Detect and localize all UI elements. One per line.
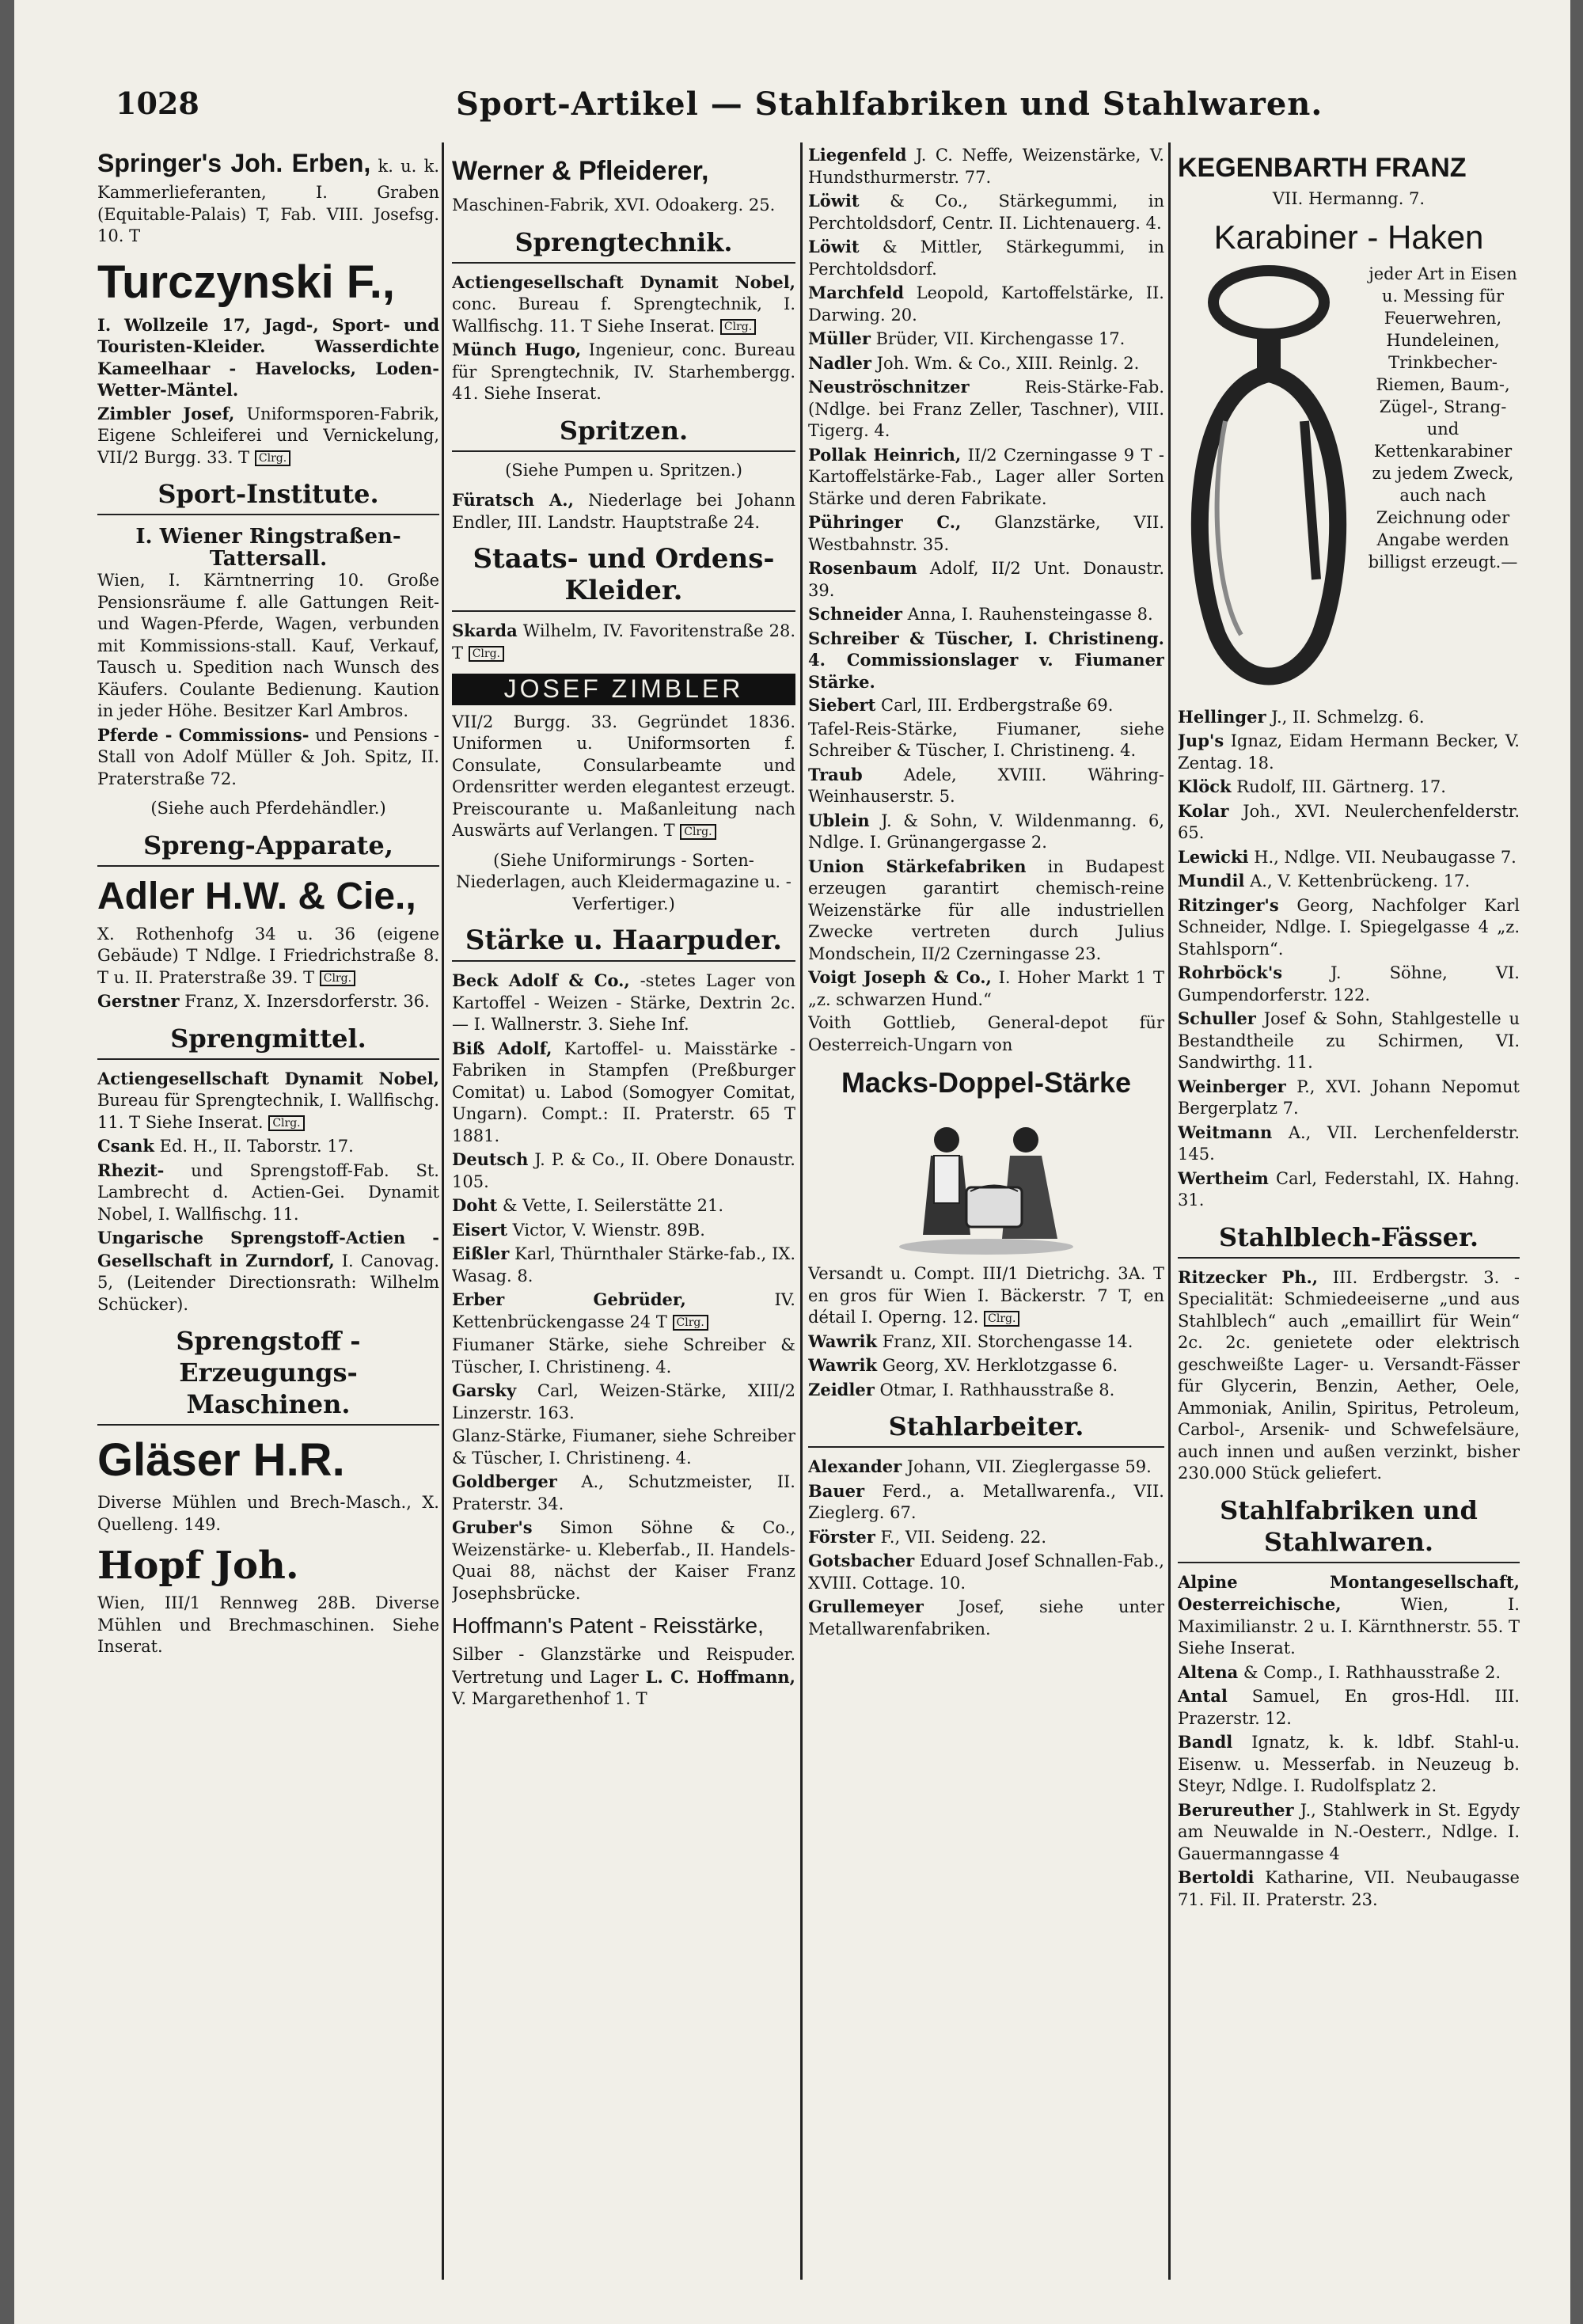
directory-entry: [1178, 1122, 1520, 1166]
directory-entry: [1178, 846, 1520, 869]
entry-name: Nadler: [808, 352, 871, 373]
directory-entry: [452, 1380, 795, 1424]
directory-entry: [97, 990, 439, 1013]
entry-text: Silber - Glanzstärke und Reispuder. Vertretung und Lager: [452, 1645, 795, 1687]
entry-text: & Co., Stärkegummi, in Perchtoldsdorf, Centr. II. Lichtenauerg. 4.: [808, 192, 1164, 233]
entry-text: & Comp., I. Rathhausstraße 2.: [1243, 1662, 1501, 1682]
directory-entry: Glanz-Stärke, Fiumaner, siehe Schreiber & Tüscher, I. Christineng. 4.: [452, 1426, 795, 1468]
directory-entry: [1178, 1685, 1520, 1730]
entry-name: Goldberger: [452, 1471, 557, 1491]
directory-entry: [808, 328, 1164, 351]
entry-name: Traub: [808, 764, 863, 784]
entry-name: Löwit: [808, 191, 860, 211]
entry-name: Lewicki: [1178, 846, 1249, 867]
directory-entry: [452, 620, 795, 664]
directory-entry: [808, 603, 1164, 626]
section-heading: Spreng-Apparate,: [97, 830, 439, 867]
section-heading: Sprengmittel.: [97, 1023, 439, 1060]
advert-name-box: JOSEF ZIMBLER: [452, 674, 795, 705]
directory-entry: [1178, 1731, 1520, 1798]
section-heading: Stärke u. Haarpuder.: [452, 925, 795, 962]
entry-name: Siebert: [808, 695, 876, 715]
entry-name: Bandl: [1178, 1732, 1233, 1752]
directory-entry: [808, 1331, 1164, 1354]
entry-name: Grullemeyer: [808, 1597, 924, 1616]
entry-text: k. u. k. Kammerlieferanten, I. Graben (Equitable-Palais) T, Fab. VIII. Josefsg. 10. T: [97, 157, 439, 245]
entry-text: Diverse Mühlen und Brech-Masch., X. Quelleng. 149.: [97, 1493, 439, 1534]
entry-name: Hellinger: [1178, 706, 1266, 727]
entry-name: Union Stärkefabriken: [808, 856, 1027, 876]
entry-name: Klöck: [1178, 777, 1232, 796]
entry-name: Münch Hugo,: [452, 340, 582, 359]
entry-name: Bertoldi: [1178, 1867, 1255, 1887]
entry-name: Jup's: [1178, 731, 1224, 750]
entry-text: Maschinen-Fabrik, XVI. Odoakerg. 25.: [452, 196, 776, 215]
entry-name: Ritzecker Ph.,: [1178, 1266, 1319, 1287]
directory-entry: [452, 712, 795, 842]
entry-text: P., XVI. Johann Nepomut Bergerplatz 7.: [1178, 1077, 1520, 1118]
entry-text: X. Rothenhofg 34 u. 36 (eigene Gebäude) T Ndlge. I Friedrichstraße 8. T u. II. Praterstraße 39. T: [97, 924, 439, 987]
entry-name: Beck Adolf & Co.,: [452, 970, 630, 990]
cross-reference-note: (Siehe auch Pferdehändler.): [150, 799, 386, 818]
directory-entry: [1178, 894, 1520, 961]
advert-name: Adler H.W. & Cie.,: [97, 875, 416, 917]
entry-text: Victor, V. Wienstr. 89B.: [512, 1220, 705, 1240]
directory-entry: [452, 1243, 795, 1287]
entry-text: Otmar, I. Rathhausstraße 8.: [879, 1380, 1115, 1399]
entry-name: Doht: [452, 1195, 498, 1215]
directory-entry: [452, 272, 795, 338]
directory-entry: [808, 444, 1164, 511]
entry-text: -stetes Lager von Kartoffel - Weizen - Stärke, Dextrin 2c. — I. Wallnerstr. 3. Siehe Inf.: [452, 971, 795, 1034]
entry-name: Pferde - Commissions-: [97, 724, 309, 745]
directory-entry: [808, 190, 1164, 234]
clearing-badge: Clrg.: [268, 1115, 304, 1131]
entry-name: Zimbler Josef,: [97, 403, 235, 423]
entry-text: Ignaz, Eidam Hermann Becker, V. Zentag. 18.: [1178, 731, 1520, 773]
entry-text: Wien, I. Maximilianstr. 2 u. I. Kärnthnerstr. 55. T Siehe Inserat.: [1178, 1595, 1520, 1658]
entry-name: Alexander: [808, 1456, 902, 1476]
entry-name: Erber Gebrüder,: [452, 1289, 686, 1309]
entry-text: II/2 Czerningasse 9 T -Kartoffelstärke-Fab., Lager aller Sorten Stärke und deren Fabrikate.: [808, 445, 1164, 508]
entry-text: Bureau für Sprengtechnik, I. Wallfischg. 11. T Siehe Inserat.: [97, 1091, 439, 1132]
directory-entry: [808, 1354, 1164, 1377]
entry-text: Simon Söhne & Co., Weizenstärke- u. Kleberfab., II. Handels-Quai 88, nächst der Kaiser Franz Josephsbrücke.: [452, 1518, 795, 1603]
entry-text: Josef & Sohn, Stahlgestelle u Bestandtheile zu Schirmen, VI. Sandwirthg. 11.: [1178, 1009, 1520, 1072]
entry-text: Glanzstärke, VII. Westbahnstr. 35.: [808, 513, 1164, 554]
entry-text: Joh. Wm. & Co., XIII. Reinlg. 2.: [876, 353, 1140, 373]
entry-text: Reis-Stärke-Fab. (Ndlge. bei Franz Zeller, Taschner), VIII. Tigerg. 4.: [808, 378, 1164, 440]
entry-text: J., Stahlwerk in St. Egydy am Neuwalde in N.-Oesterr., Ndlge. I. Gauermanngasse 4: [1178, 1800, 1520, 1863]
section-heading: Stahlarbeiter.: [808, 1411, 1164, 1448]
entry-text: Anna, I. Rauhensteingasse 8.: [907, 605, 1153, 624]
clearing-badge: Clrg.: [255, 450, 290, 466]
entry-name: Rohrböck's: [1178, 963, 1283, 982]
directory-entry: [452, 1149, 795, 1193]
entry-text: in Budapest erzeugen garantirt chemisch-reine Weizenstärke für alle industriellen Zwecke vertreten durch Julius Mondschein, II/2 Czerningasse 23.: [808, 856, 1164, 963]
directory-entry: [1178, 1168, 1520, 1212]
directory-entry: [1178, 1571, 1520, 1660]
entry-text: V. Margarethenhof 1. T: [452, 1689, 647, 1708]
directory-entry: [808, 1596, 1164, 1640]
directory-entry: [808, 694, 1164, 717]
section-heading: Sprengstoff - Erzeugungs-Maschinen.: [97, 1325, 439, 1426]
entry-name: Füratsch A.,: [452, 490, 574, 510]
entry-text: VII. Hermanng. 7.: [1272, 189, 1425, 208]
directory-entry: [808, 856, 1164, 966]
entry-text: und Sprengstoff-Fab. St. Lambrecht d. Actien-Gei. Dynamit Nobel, I. Wallfischg. 11.: [97, 1160, 439, 1224]
product-title: Karabiner - Haken: [1213, 218, 1484, 256]
section-heading: Stahlfabriken und Stahlwaren.: [1178, 1494, 1520, 1563]
section-heading: Spritzen.: [452, 415, 795, 452]
directory-entry: [452, 1471, 795, 1515]
entry-text: VII/2 Burgg. 33. Gegründet 1836. Uniformen u. Uniformsorten f. Consulate, Consularbeamte und Ordensritter werden elegantest erzeugt. Preiscourante u. Maßanleitung nach Auswärts auf Verlangen. T: [452, 712, 795, 840]
page-header: [116, 85, 1524, 131]
directory-entry: [808, 557, 1164, 602]
directory-entry: [1178, 1661, 1520, 1684]
directory-entry: [452, 489, 795, 534]
directory-entry: Fiumaner Stärke, siehe Schreiber & Tüscher, I. Christineng. 4.: [452, 1335, 795, 1377]
entry-name: Pollak Heinrich,: [808, 444, 962, 465]
entry-text: Ingenieur, conc. Bureau für Sprengtechnik, IV. Starhembergg. 41. Siehe Inserat.: [452, 340, 795, 403]
section-heading: Stahlblech-Fässer.: [1178, 1221, 1520, 1259]
entry-text: Karl, Thürnthaler Stärke-fab., IX. Wasag. 8.: [452, 1244, 795, 1285]
advert-name: Turczynski F.,: [97, 256, 396, 308]
directory-entry: [808, 1456, 1164, 1479]
directory-entry: [1178, 1266, 1520, 1485]
entry-name: Deutsch: [452, 1149, 529, 1169]
entry-text: Wien, I. Kärntnerring 10. Große Pensionsräume f. alle Gattungen Reit- und Wagen-Pferde, Wagen, verbunden mit Kommissions-stall. Kauf, Verkauf, Tausch u. Spedition nach Wunsch des Käufers. Coulante Bedienung. Kaution in jeder Höhe. Besitzer Karl Ambros.: [97, 571, 439, 720]
cross-reference-note: (Siehe Pumpen u. Spritzen.): [505, 460, 742, 480]
directory-entry: Voith Gottlieb, General-depot für Oesterreich-Ungarn von: [808, 1013, 1164, 1054]
entry-text: I. Christineng. 4. Commissionslager v. Fiumaner Stärke.: [808, 628, 1164, 692]
entry-text: conc. Bureau f. Sprengtechnik, I. Wallfischg. 11. T Siehe Inserat.: [452, 294, 795, 336]
entry-text: Versandt u. Compt. III/1 Dietrichg. 3A. T en gros für Wien I. Bäckerstr. 7 T, en détail I. Operng. 12.: [808, 1264, 1164, 1327]
entry-name: Skarda: [452, 621, 518, 640]
entry-text: A., V. Kettenbrückeng. 17.: [1250, 872, 1471, 890]
entry-name: L. C. Hoffmann,: [645, 1666, 795, 1687]
directory-entry: [97, 724, 439, 791]
carabiner-hook-icon: [1178, 263, 1360, 690]
entry-name: Actiengesellschaft Dynamit Nobel,: [97, 1068, 439, 1088]
entry-name: Wawrik: [808, 1355, 878, 1375]
directory-entry: [97, 1135, 439, 1158]
directory-entry: [808, 628, 1164, 693]
entry-name: Garsky: [452, 1380, 517, 1400]
advert-name: Hoffmann's Patent - Reisstärke,: [452, 1613, 764, 1638]
entry-text: Georg, Nachfolger Karl Schneider, Ndlge. I. Spiegelgasse 4 „z. Stahlsporn“.: [1178, 895, 1520, 959]
entry-name: Müller: [808, 328, 871, 348]
entry-text: und Pensions - Stall von Adolf Müller & Joh. Spitz, II. Praterstraße 72.: [97, 725, 439, 788]
directory-entry: [1178, 776, 1520, 799]
page-number: 1028: [116, 85, 199, 121]
directory-entry: [1178, 706, 1520, 729]
entry-text: A., VII. Lerchenfelderstr. 145.: [1178, 1122, 1520, 1164]
entry-text: Ferd., a. Metallwarenfa., VII. Zieglerg. 67.: [808, 1481, 1164, 1522]
directory-entry: [1178, 1799, 1520, 1866]
directory-entry: [97, 403, 439, 469]
directory-entry: [808, 1480, 1164, 1525]
column-divider: [800, 142, 803, 2280]
page-sheet: [14, 0, 1570, 2324]
entry-text: Franz, X. Inzersdorferstr. 36.: [184, 992, 430, 1011]
entry-name: Wawrik: [808, 1331, 878, 1351]
clearing-badge: Clrg.: [984, 1311, 1019, 1327]
entry-name: Berureuther: [1178, 1799, 1294, 1820]
entry-name: Altena: [1178, 1661, 1239, 1682]
entry-name: Eißler: [452, 1244, 510, 1263]
directory-entry: [808, 810, 1164, 854]
directory-entry: [452, 1194, 795, 1217]
entry-text: H., Ndlge. VII. Neubaugasse 7.: [1254, 847, 1517, 867]
directory-entry: [808, 764, 1164, 808]
column-1: [97, 144, 439, 2281]
entry-text: Ignatz, k. k. ldbf. Stahl-u. Eisenw. u. Messerfab. in Neuzeug b. Steyr, Ndlge. I. Rudolfsplatz 2.: [1178, 1733, 1520, 1795]
entry-name: Ritzinger's: [1178, 894, 1279, 915]
entry-text: Wien, III/1 Rennweg 28B. Diverse Mühlen und Brechmaschinen. Siehe Inserat.: [97, 1593, 439, 1656]
entry-name: Gruber's: [452, 1517, 533, 1537]
entry-name: Neuströschnitzer: [808, 377, 970, 397]
entry-text: Carl, Weizen-Stärke, XIII/2 Linzerstr. 163.: [452, 1381, 795, 1422]
entry-name: Ungarische Sprengstoff-Actien - Gesellschaft in Zurndorf,: [97, 1228, 439, 1270]
advert-name: Hopf Joh.: [97, 1544, 299, 1588]
directory-entry: [808, 1550, 1164, 1594]
entry-name: Eisert: [452, 1219, 507, 1240]
directory-entry: [808, 1379, 1164, 1402]
laundry-illustration: [891, 1108, 1081, 1259]
entry-text: Eduard Josef Schnallen-Fab., XVIII. Cottage. 10.: [808, 1551, 1164, 1593]
clearing-badge: Clrg.: [673, 1315, 708, 1331]
directory-entry: [97, 1160, 439, 1226]
hook-advert: [1178, 263, 1520, 706]
entry-text: Franz, XII. Storchengasse 14.: [882, 1331, 1133, 1351]
sub-heading: I. Wiener Ringstraßen-Tattersall.: [135, 525, 401, 571]
entry-name: Weinberger: [1178, 1076, 1286, 1096]
entry-name: Löwit: [808, 237, 860, 256]
directory-entry: [1178, 1866, 1520, 1911]
entry-text: J. C. Neffe, Weizenstärke, V. Hundsthurmerstr. 77.: [808, 146, 1164, 187]
directory-entry: [452, 1289, 795, 1333]
directory-entry: [452, 1644, 795, 1711]
directory-entry: [808, 376, 1164, 442]
entry-text: J. P. & Co., II. Obere Donaustr. 105.: [452, 1150, 795, 1191]
entry-name: Bauer: [808, 1480, 865, 1501]
entry-name: Rhezit-: [97, 1160, 165, 1180]
entry-text: Leopold, Kartoffelstärke, II. Darwing. 20.: [808, 283, 1164, 325]
entry-text: Kartoffel- u. Maisstärke - Fabriken in Stampfen (Preßburger Comitat) u. Labod (Somogyer Comitat, Ungarn). Compt.: II. Praterstr. 65 T 1881.: [452, 1039, 795, 1145]
directory-entry: [808, 1526, 1164, 1549]
column-4: [1178, 144, 1520, 2281]
entry-text: J. & Sohn, V. Wildenmanng. 6, Ndlge. I. Grünangergasse 2.: [808, 811, 1164, 852]
entry-name: Förster: [808, 1526, 875, 1547]
directory-entry: [452, 970, 795, 1036]
clearing-badge: Clrg.: [720, 319, 756, 335]
entry-text: Joh., XVI. Neulerchenfelderstr. 65.: [1178, 801, 1520, 842]
entry-name: Mundil: [1178, 871, 1245, 890]
directory-entry: [452, 339, 795, 405]
entry-text: Brüder, VII. Kirchengasse 17.: [875, 329, 1126, 348]
entry-text: Samuel, En gros-Hdl. III. Prazerstr. 12.: [1178, 1687, 1520, 1728]
directory-entry: [97, 1227, 439, 1316]
directory-entry: [808, 352, 1164, 375]
section-heading: Sprengtechnik.: [452, 226, 795, 264]
entry-name: Gerstner: [97, 991, 180, 1011]
product-description: jeder Art in Eisen u. Messing für Feuerwehren, Hundeleinen, Trinkbecher-Riemen, Baum-, Zügel-, Strang- und Kettenkarabiner zu jedem Zweck, auch nach Zeichnung oder Angabe werden billigst erzeugt.—: [1368, 264, 1518, 572]
entry-text: Josef, siehe unter Metallwarenfabriken.: [808, 1597, 1164, 1639]
entry-text: Carl, III. Erdbergstraße 69.: [881, 696, 1114, 715]
entry-text: I. Hoher Markt 1 T „z. schwarzen Hund.“: [808, 968, 1164, 1009]
column-2: [452, 144, 795, 2281]
entry-name: Schreiber & Tüscher,: [808, 628, 1014, 648]
entry-text: Ed. H., II. Taborstr. 17.: [159, 1137, 354, 1156]
entry-text: IV. Kettenbrückengasse 24 T: [452, 1290, 795, 1331]
entry-name: Gotsbacher: [808, 1551, 915, 1570]
entry-text: Rudolf, III. Gärtnerg. 17.: [1236, 777, 1446, 796]
entry-text: Niederlage bei Johann Endler, III. Landstr. Hauptstraße 24.: [452, 491, 795, 532]
directory-entry: [452, 1038, 795, 1148]
directory-entry: [1178, 730, 1520, 774]
entry-text: Georg, XV. Herklotzgasse 6.: [882, 1356, 1118, 1375]
entry-text: III. Erdbergstr. 3. -Specialität: Schmiedeeiserne „und aus Stahlblech“ auch „emaillirt für Wein“ 2c. 2c. genietete oder elektrisch geschweißte Lager- u. Versandt-Fässer für Glycerin, Benzin, Aether, Oele, Ammoniak, Anilin, Spiritus, Petroleum, Carbol-, Arsenik- und Schwefelsäure, auch innen und außen verzinkt, bisher 230.000 Stück geliefert.: [1178, 1267, 1520, 1483]
entry-text: A., Schutzmeister, II. Praterstr. 34.: [452, 1472, 795, 1513]
column-divider: [1168, 142, 1171, 2280]
section-heading: Staats- und Ordens-Kleider.: [452, 543, 795, 612]
directory-entry: [1178, 800, 1520, 845]
directory-entry: [808, 1263, 1164, 1329]
entry-text: Uniformsporen-Fabrik, Eigene Schleiferei und Vernickelung, VII/2 Burgg. 33. T: [97, 404, 439, 467]
directory-entry: [1178, 1008, 1520, 1074]
directory-entry: [1178, 1076, 1520, 1120]
entry-text: & Vette, I. Seilerstätte 21.: [502, 1196, 724, 1215]
directory-entry: [1178, 870, 1520, 893]
directory-entry: [97, 1068, 439, 1134]
entry-name: Rosenbaum: [808, 558, 917, 578]
entry-text: F., VII. Seideng. 22.: [880, 1527, 1047, 1547]
directory-entry: [808, 282, 1164, 326]
directory-entry: [808, 236, 1164, 280]
entry-name: Voigt Joseph & Co.,: [808, 967, 992, 987]
entry-text: Adolf, II/2 Unt. Donaustr. 39.: [808, 559, 1164, 600]
cross-reference-note: (Siehe Uniformirungs - Sorten-Niederlagen, auch Kleidermagazine u. -Verfertiger.): [456, 850, 792, 913]
directory-entry: [808, 144, 1164, 188]
entry-name: Wertheim: [1178, 1168, 1269, 1188]
entry-text: & Mittler, Stärkegummi, in Perchtoldsdorf.: [808, 237, 1164, 279]
entry-name: Antal: [1178, 1686, 1228, 1706]
entry-name: Pühringer C.,: [808, 512, 962, 532]
entry-text: J., II. Schmelzg. 6.: [1271, 707, 1425, 727]
entry-text: J. Söhne, VI. Gumpendorferstr. 122.: [1178, 963, 1520, 1004]
entry-text: I. Canovag. 5, (Leitender Directionsrath: Wilhelm Schücker).: [97, 1251, 439, 1314]
entry-name: Springer's Joh. Erben,: [97, 149, 371, 177]
directory-entry: [1178, 962, 1520, 1006]
entry-name: Ublein: [808, 810, 870, 830]
clearing-badge: Clrg.: [469, 646, 504, 662]
entry-name: Kolar: [1178, 800, 1229, 821]
column-3: [808, 144, 1164, 2281]
advert-name: Werner & Pfleiderer,: [452, 156, 709, 186]
directory-entry: Tafel-Reis-Stärke, Fiumaner, siehe Schreiber & Tüscher, I. Christineng. 4.: [808, 719, 1164, 760]
entry-name: Schneider: [808, 604, 902, 624]
entry-name: Marchfeld: [808, 283, 905, 302]
directory-entry: [97, 144, 439, 248]
column-divider: [442, 142, 444, 2280]
entry-name: Liegenfeld: [808, 145, 907, 165]
advert-name: Gläser H.R.: [97, 1434, 345, 1486]
advert-name: Macks-Doppel-Stärke: [841, 1066, 1132, 1099]
directory-entry: [808, 511, 1164, 556]
advert-name: KEGENBARTH FRANZ: [1178, 153, 1467, 183]
entry-name: Weitmann: [1178, 1122, 1273, 1142]
entry-text: Adele, XVIII. Währing-Weinhauserstr. 5.: [808, 765, 1164, 806]
entry-name: Actiengesellschaft Dynamit Nobel,: [452, 272, 795, 292]
directory-entry: [97, 924, 439, 989]
directory-entry: [808, 966, 1164, 1011]
entry-text: Katharine, VII. Neubaugasse 71. Fil. II. Praterstr. 23.: [1178, 1868, 1520, 1909]
entry-text: I. Wollzeile 17, Jagd-, Sport- und Touristen-Kleider. Wasserdichte Kameelhaar - Havelocks, Loden-Wetter-Mäntel.: [97, 314, 439, 400]
section-heading: Sport-Institute.: [97, 478, 439, 515]
entry-name: Biß Adolf,: [452, 1038, 552, 1058]
page-title: Sport-Artikel — Stahlfabriken und Stahlwaren.: [456, 85, 1323, 123]
entry-name: Alpine Montangesellschaft, Oesterreichische,: [1178, 1571, 1520, 1614]
entry-text: Wilhelm, IV. Favoritenstraße 28. T: [452, 621, 795, 663]
entry-name: Zeidler: [808, 1379, 875, 1399]
clearing-badge: Clrg.: [680, 824, 716, 840]
entry-name: Schuller: [1178, 1008, 1256, 1028]
entry-text: Carl, Federstahl, IX. Hahng. 31.: [1178, 1168, 1520, 1209]
directory-entry: [452, 1517, 795, 1604]
entry-name: Csank: [97, 1136, 154, 1156]
directory-entry: [452, 1219, 795, 1242]
entry-text: Johann, VII. Zieglergasse 59.: [906, 1457, 1152, 1476]
clearing-badge: Clrg.: [320, 970, 355, 986]
